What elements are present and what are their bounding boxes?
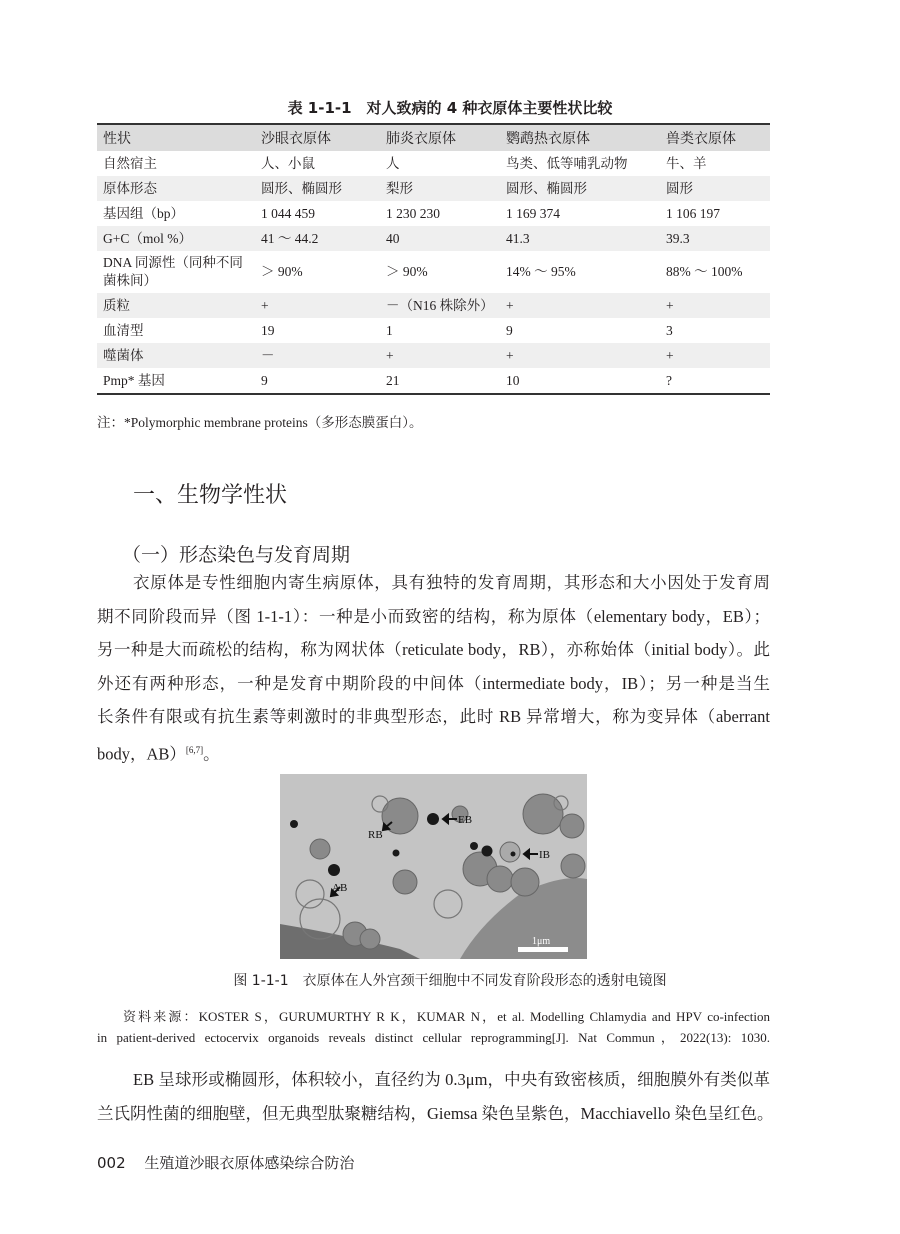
table-cell: 圆形、椭圆形 [261,180,342,196]
table-title: 表 1-1-1 对人致病的 4 种衣原体主要性状比较 [287,99,613,117]
table-cell: 40 [386,230,400,246]
text-line: 长条件有限或有抗生素等刺激时的非典型形态，此时 RB 异常增大，称为变异体（aberrant [97,707,770,726]
header-cell: 性状 [103,131,131,147]
header-cell: 沙眼衣原体 [261,131,331,147]
table-cell: 基因组（bp） [103,205,184,221]
header-cell: 兽类衣原体 [666,131,736,147]
table-row [97,293,770,318]
table-cell: 21 [386,372,400,388]
table-cell: DNA 同源性（同种不同菌株间） [103,255,243,288]
page-number: 002 [97,1154,126,1172]
table-cell: + [261,297,269,313]
table-cell: 人、小鼠 [261,155,315,171]
table-cell: 牛、羊 [666,155,707,171]
figure-caption: 图 1-1-1 衣原体在人外宫颈干细胞中不同发育阶段形态的透射电镜图 [233,973,667,989]
table-cell: 19 [261,322,275,338]
table-cell: 41.3 [506,230,530,246]
table-cell: － [261,347,275,363]
text-line: 另一种是大而疏松的结构，称为网状体（reticulate body，RB），亦称始体（initial body）。此 [97,640,770,659]
label-rb: RB [368,829,383,841]
table-cell: G+C（mol %） [103,230,192,246]
table-note: 注：*Polymorphic membrane proteins（多形态膜蛋白）。 [97,415,423,430]
table-cell: Pmp* 基因 [103,372,165,388]
figure-source [97,1006,770,1048]
page-footer [97,1152,368,1173]
table-cell: ＞ 90% [386,264,428,279]
table-row [97,251,770,293]
table-cell: 原体形态 [103,180,157,196]
table-row [97,318,770,343]
label-ib: IB [539,849,550,861]
text-line: 外还有两种形态，一种是发育中期阶段的中间体（intermediate body，IB）；另一种是当生 [97,673,770,693]
text-line: EB 呈球形或椭圆形，体积较小，直径约为 0.3μm，中央有致密核质，细胞膜外有类似革 [133,1070,770,1089]
header-cell: 鹦鹉热衣原体 [506,131,590,147]
text-line [97,734,770,768]
table-row [97,201,770,226]
table-cell: 1 230 230 [386,205,440,221]
table-cell: 人 [386,155,400,171]
source-line: in patient-derived ectocervix organoids reveals distinct cellular reprogramming[J]. Nat Commun，2022(13): 1030. [97,1030,770,1045]
table-cell: ? [666,372,672,388]
comparison-table [97,123,770,395]
section-heading: 一、生物学性状 [133,483,288,508]
scale-bar-label: 1μm [532,936,551,947]
table-header-row [97,124,770,151]
table-cell: 88% ～ 100% [666,264,743,279]
header-cell: 肺炎衣原体 [386,131,456,147]
paragraph-morphology [97,566,770,767]
source-line: 资料来源：KOSTER S，GURUMURTHY R K，KUMAR N，et al. Modelling Chlamydia and HPV co-infection [123,1009,770,1024]
table-cell: + [666,347,674,363]
table-cell: + [666,297,674,313]
tem-micrograph [280,774,587,959]
table-cell: + [386,347,394,363]
table-row [97,343,770,368]
table-cell: 1 [386,322,393,338]
text-span: 。 [203,744,220,763]
subsection-heading: （一）形态染色与发育周期 [122,544,351,566]
table-row [97,176,770,201]
label-eb: EB [458,814,473,826]
table-row [97,226,770,251]
table-cell: 39.3 [666,230,690,246]
table-cell: －（N16 株除外） [386,297,494,313]
text-span: body，AB） [97,744,186,763]
paragraph-eb [97,1063,774,1130]
table-cell: + [506,347,514,363]
table-cell: 血清型 [103,322,144,338]
scale-bar [518,947,568,952]
text-line: 衣原体是专性细胞内寄生病原体，具有独特的发育周期，其形态和大小因处于发育周 [133,573,770,592]
running-title: 生殖道沙眼衣原体感染综合防治 [144,1154,355,1172]
table-cell: 1 106 197 [666,205,720,221]
table-cell: 圆形、椭圆形 [506,180,587,196]
table-cell: 梨形 [386,180,413,196]
table-cell: 41 ～ 44.2 [261,230,319,246]
table-cell: 1 044 459 [261,205,315,221]
citation-ref[interactable]: [6,7] [185,744,204,755]
table-cell: 14% ～ 95% [506,264,576,279]
table-row [97,368,770,394]
label-ab: AB [332,882,348,894]
table-cell: 质粒 [103,297,130,313]
table-cell: 噬菌体 [103,347,144,363]
text-line: 期不同阶段而异（图 1-1-1）：一种是小而致密的结构，称为原体（elementary body，EB）； [97,606,770,626]
table-cell: 9 [506,322,513,338]
table-cell: 3 [666,322,673,338]
table-row [97,151,770,176]
table-cell: 10 [506,372,520,388]
table-cell: 圆形 [666,180,693,196]
text-line: 兰氏阴性菌的细胞壁，但无典型肽聚糖结构，Giemsa 染色呈紫色，Macchiavello 染色呈红色。 [97,1103,774,1123]
table-cell: 自然宿主 [103,155,157,171]
table-cell: + [506,297,514,313]
table-cell: 鸟类、低等哺乳动物 [506,155,628,171]
table-cell: ＞ 90% [261,264,303,279]
table-cell: 1 169 374 [506,205,560,221]
table-cell: 9 [261,372,268,388]
